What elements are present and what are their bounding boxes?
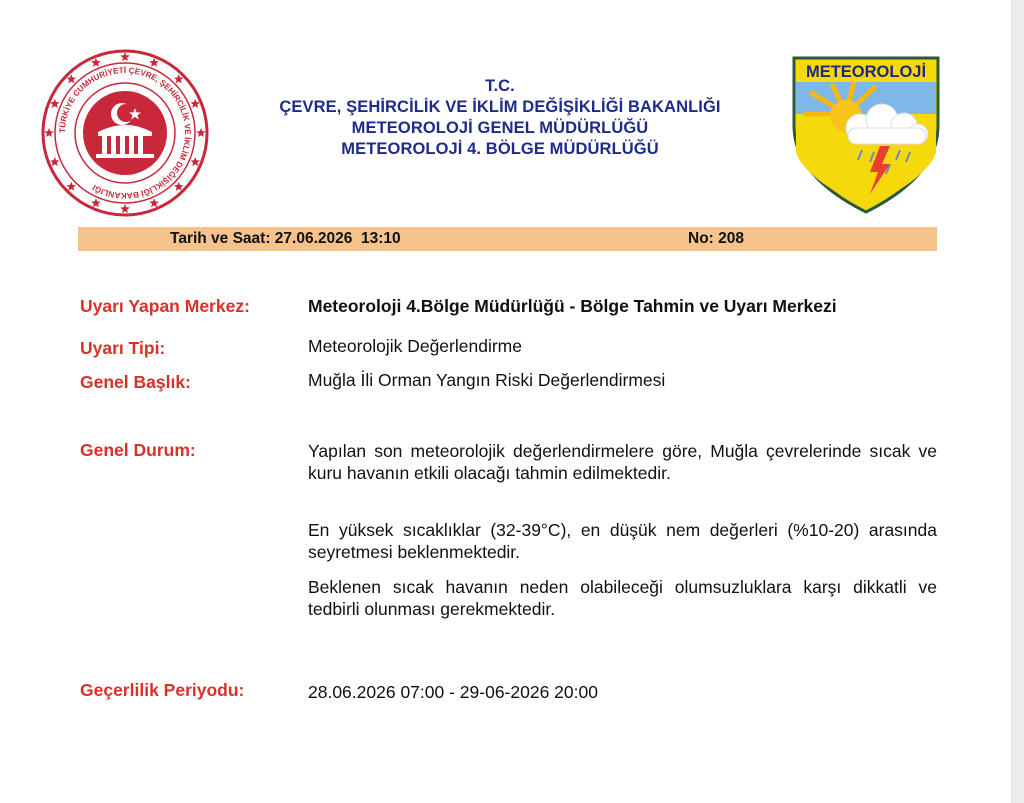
- seal-star: [44, 128, 54, 137]
- seal-star: [149, 198, 159, 207]
- seal-ring-text: TÜRKİYE CUMHURİYETİ ÇEVRE, ŞEHİRCİLİK VE İKLİM DEĞİŞİKLİĞİ BAKANLIĞI: [57, 65, 193, 201]
- title-value: Muğla İli Orman Yangın Riski Değerlendirmesi: [308, 370, 666, 390]
- type-label: Uyarı Tipi:: [80, 338, 166, 358]
- type-value: Meteorolojik Değerlendirme: [308, 336, 522, 356]
- status-label: Genel Durum:: [80, 440, 196, 460]
- heading-tc: T.C.: [485, 77, 515, 95]
- seal-star: [120, 52, 130, 61]
- status-paragraph-2: En yüksek sıcaklıklar (32-39°C), en düşük nem değerleri (%10-20) arasında seyretmesi beklenmektedir.: [308, 520, 937, 562]
- page-edge: [1011, 0, 1024, 803]
- status-paragraph-1: Yapılan son meteorolojik değerlendirmelere göre, Muğla çevrelerinde sıcak ve kuru havanın etkili olacağı tahmin edilmektedir.: [308, 441, 937, 483]
- validity-value: 28.06.2026 07:00 - 29-06-2026 20:00: [308, 682, 598, 702]
- ministry-heading: [230, 76, 770, 160]
- status-paragraph-3: Beklenen sıcak havanın neden olabileceği olumsuzluklara karşı dikkatli ve tedbirli olunması gerekmektedir.: [308, 577, 937, 619]
- heading-regional: METEOROLOJİ 4. BÖLGE MÜDÜRLÜĞÜ: [341, 140, 659, 158]
- meteoroloji-emblem-logo: [790, 56, 942, 214]
- title-label: Genel Başlık:: [80, 372, 191, 392]
- ministry-seal-logo: [40, 48, 210, 218]
- seal-star: [120, 204, 130, 213]
- seal-star: [67, 182, 77, 191]
- seal-star: [91, 198, 101, 207]
- seal-star: [191, 157, 201, 166]
- seal-star: [50, 157, 60, 166]
- document-number: No: 208: [688, 230, 744, 247]
- validity-label: Geçerlilik Periyodu:: [80, 680, 245, 700]
- heading-directorate: METEOROLOJİ GENEL MÜDÜRLÜĞÜ: [351, 119, 649, 137]
- emblem-title: METEOROLOJİ: [805, 63, 927, 81]
- date-number-bar: [78, 227, 937, 251]
- center-label: Uyarı Yapan Merkez:: [80, 296, 250, 316]
- seal-star: [174, 182, 184, 191]
- heading-ministry: ÇEVRE, ŞEHİRCİLİK VE İKLİM DEĞİŞİKLİĞİ BAKANLIĞI: [279, 98, 721, 116]
- center-value: Meteoroloji 4.Bölge Müdürlüğü - Bölge Tahmin ve Uyarı Merkezi: [308, 296, 837, 316]
- seal-star: [196, 128, 206, 137]
- date-time: Tarih ve Saat: 27.06.2026 13:10: [170, 230, 401, 247]
